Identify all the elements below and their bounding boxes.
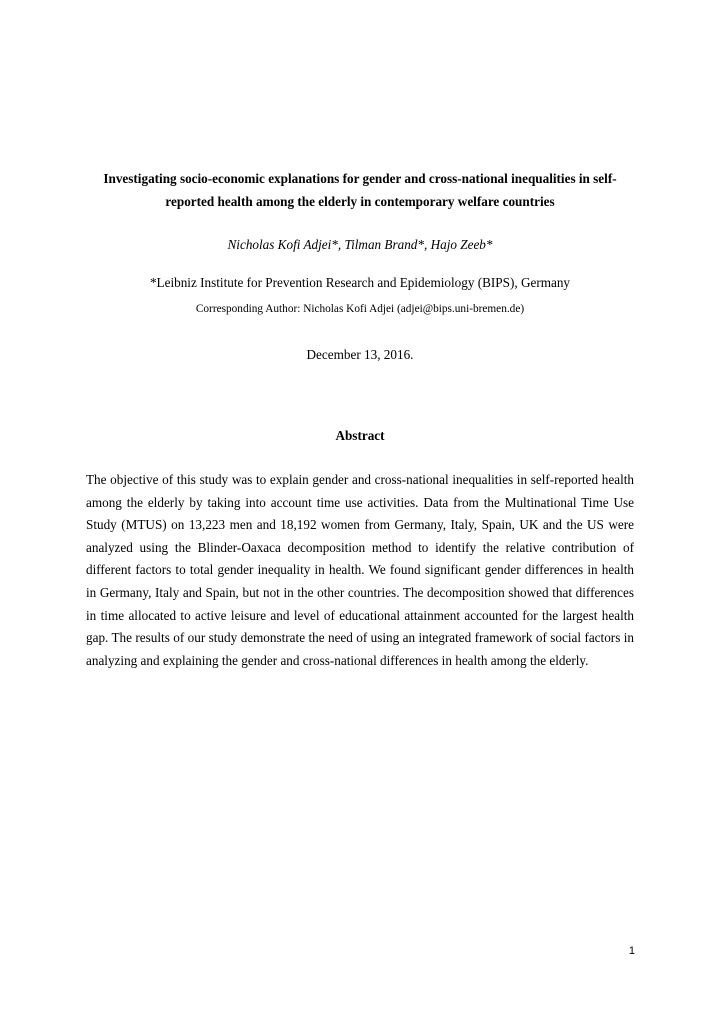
abstract-body: The objective of this study was to explain gender and cross-national inequalities in self-reported health among the elderly by taking into account time use activities. Data from the Multinational Time Use Study (MTUS) on 13,223 men and 18,192 women from Germany, Italy, Spain, UK and the US were analyzed using the Blinder-Oaxaca decomposition method to identify the relative contribution of different factors to total gender inequality in health. We found significant gender differences in health in Germany, Italy and Spain, but not in the other countries. The decomposition showed that differences in time allocated to active leisure and level of educational attainment accounted for the largest health gap. The results of our study demonstrate the need of using an integrated framework of social factors in analyzing and explaining the gender and cross-national differences in health among the elderly. (86, 472, 634, 668)
affiliation: *Leibniz Institute for Prevention Research and Epidemiology (BIPS), Germany (149, 275, 571, 290)
page-number: 1 (628, 945, 635, 957)
corresponding-author: Corresponding Author: Nicholas Kofi Adjei (adjei@bips.uni-bremen.de) (195, 303, 525, 315)
abstract-heading: Abstract (335, 428, 385, 443)
paper-title: Investigating socio-economic explanations for gender and cross-national inequalities in self-reported health among the elderly in contemporary welfare countries (103, 171, 617, 209)
author-list: Nicholas Kofi Adjei*, Tilman Brand*, Hajo Zeeb* (227, 237, 493, 252)
publication-date: December 13, 2016. (306, 347, 414, 362)
